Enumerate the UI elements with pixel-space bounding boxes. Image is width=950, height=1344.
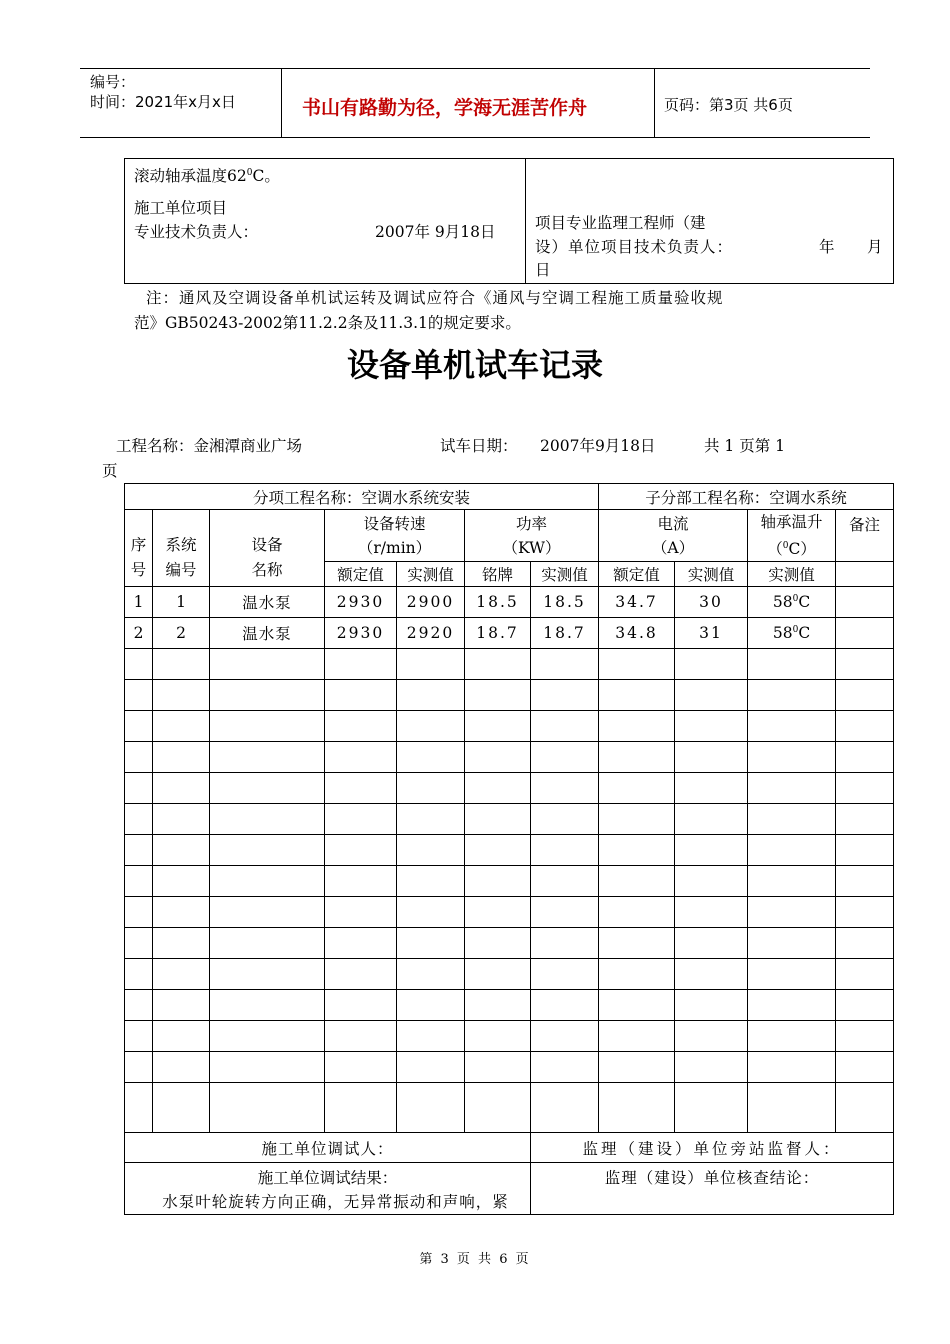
table-row (125, 618, 894, 649)
result-label: 施工单位调试结果： (257, 1169, 398, 1188)
result-row (125, 1163, 894, 1215)
sub-division-name: 子分部工程名称：空调水系统 (599, 484, 894, 510)
contractor-tester: 施工单位调试人： (125, 1133, 531, 1163)
empty-row (125, 742, 894, 773)
sub-project-name: 分项工程名称：空调水系统安装 (125, 484, 599, 510)
test-date-value: 2007年9月18日 (540, 437, 656, 455)
seq-cell: 2 (125, 618, 153, 649)
system-cell: 1 (153, 587, 210, 618)
tester-row (125, 1133, 894, 1163)
seq-header: 序 号 (125, 510, 153, 587)
contractor-result (125, 1163, 531, 1215)
supervisor-sign-line2: 设）单位项目技术负责人： (535, 238, 734, 256)
speed-rated-header: 额定值 (325, 562, 397, 587)
seq-cell: 1 (125, 587, 153, 618)
empty-row (125, 649, 894, 680)
empty-row (125, 959, 894, 990)
empty-row (125, 1021, 894, 1052)
test-date-label: 试车日期： (440, 437, 518, 455)
spec-note-line1: 注：通风及空调设备单机试运转及调试应符合《通风与空调工程施工质量验收规 (146, 289, 724, 307)
contractor-sign-line1: 施工单位项目 (134, 199, 228, 217)
speed-measured-cell: 2920 (397, 618, 465, 649)
supervisor-sign-day: 日 (535, 261, 551, 279)
signature-box (124, 158, 894, 284)
contractor-sign-date: 2007年 9月18日 (375, 223, 496, 241)
current-rated-cell: 34.7 (599, 587, 675, 618)
empty-row (125, 897, 894, 928)
current-measured-cell: 30 (675, 587, 748, 618)
empty-row (125, 928, 894, 959)
site-supervisor: 监理（建设）单位旁站监督人： (531, 1133, 894, 1163)
power-header: 功率 （KW） (465, 510, 599, 562)
current-measured-header: 实测值 (675, 562, 748, 587)
bearing-temp-note: 滚动轴承温度$62^0C$。 (134, 167, 280, 186)
empty-row (125, 1052, 894, 1083)
result-text: 水泵叶轮旋转方向正确，无异常振动和声响，紧 (162, 1193, 509, 1212)
power-nameplate-cell: 18.7 (465, 618, 531, 649)
speed-rated-cell: 2930 (325, 587, 397, 618)
empty-row (125, 1083, 894, 1133)
document-number-label: 编号： (90, 73, 136, 91)
document-time-label: 时间：2021年x月x日 (90, 93, 236, 111)
current-rated-cell: 34.8 (599, 618, 675, 649)
speed-header: 设备转速 （r/min） (325, 510, 465, 562)
remark-subheader (836, 562, 894, 587)
page-title: 设备单机试车记录 (346, 346, 603, 384)
temp-measured-header: 实测值 (748, 562, 836, 587)
empty-row (125, 773, 894, 804)
page-count: 共 1 页第 1 (704, 437, 786, 455)
speed-measured-header: 实测值 (397, 562, 465, 587)
subproject-row (125, 484, 894, 510)
signature-divider (525, 159, 526, 283)
project-name: 工程名称：金湘潭商业广场 (116, 437, 303, 455)
header-row (125, 510, 894, 562)
page-header (80, 68, 870, 138)
contractor-sign-line2: 专业技术负责人： (134, 223, 259, 241)
supervisor-sign-month: 月 (867, 238, 883, 256)
equipment-header: 设备 名称 (210, 510, 325, 587)
supervisor-conclusion: 监理（建设）单位核查结论： (531, 1163, 894, 1215)
remark-cell (836, 587, 894, 618)
temp-cell: $58^0C$ (748, 618, 836, 649)
remark-header: 备注 (836, 510, 894, 562)
supervisor-sign-year: 年 (819, 238, 835, 256)
empty-row (125, 866, 894, 897)
bearing-temp-header: 轴承温升 （$^0$C） (748, 510, 836, 562)
page-count-tail: 页 (102, 462, 118, 480)
test-record-table (124, 483, 894, 1215)
empty-row (125, 711, 894, 742)
equipment-name-cell: 温水泵 (210, 618, 325, 649)
page-footer: 第 3 页 共 6 页 (419, 1252, 531, 1267)
empty-row (125, 804, 894, 835)
table-row (125, 587, 894, 618)
power-nameplate-header: 铭牌 (465, 562, 531, 587)
page-number-label: 页码：第3页 共6页 (664, 96, 793, 114)
power-measured-cell: 18.7 (531, 618, 599, 649)
spec-note-line2: 范》GB50243-2002第11.2.2条及11.3.1的规定要求。 (134, 314, 521, 332)
current-rated-header: 额定值 (599, 562, 675, 587)
power-measured-cell: 18.5 (531, 587, 599, 618)
temp-cell: $58^0C$ (748, 587, 836, 618)
empty-row (125, 680, 894, 711)
empty-row (125, 990, 894, 1021)
header-divider (281, 69, 282, 137)
supervisor-sign-line1: 项目专业监理工程师（建 (535, 214, 706, 232)
empty-row (125, 835, 894, 866)
system-header: 系统 编号 (153, 510, 210, 587)
header-divider (654, 69, 655, 137)
system-cell: 2 (153, 618, 210, 649)
speed-measured-cell: 2900 (397, 587, 465, 618)
current-measured-cell: 31 (675, 618, 748, 649)
power-nameplate-cell: 18.5 (465, 587, 531, 618)
speed-rated-cell: 2930 (325, 618, 397, 649)
equipment-name-cell: 温水泵 (210, 587, 325, 618)
header-motto: 书山有路勤为径，学海无涯苦作舟 (302, 97, 588, 119)
power-measured-header: 实测值 (531, 562, 599, 587)
remark-cell (836, 618, 894, 649)
current-header: 电流 （A） (599, 510, 748, 562)
